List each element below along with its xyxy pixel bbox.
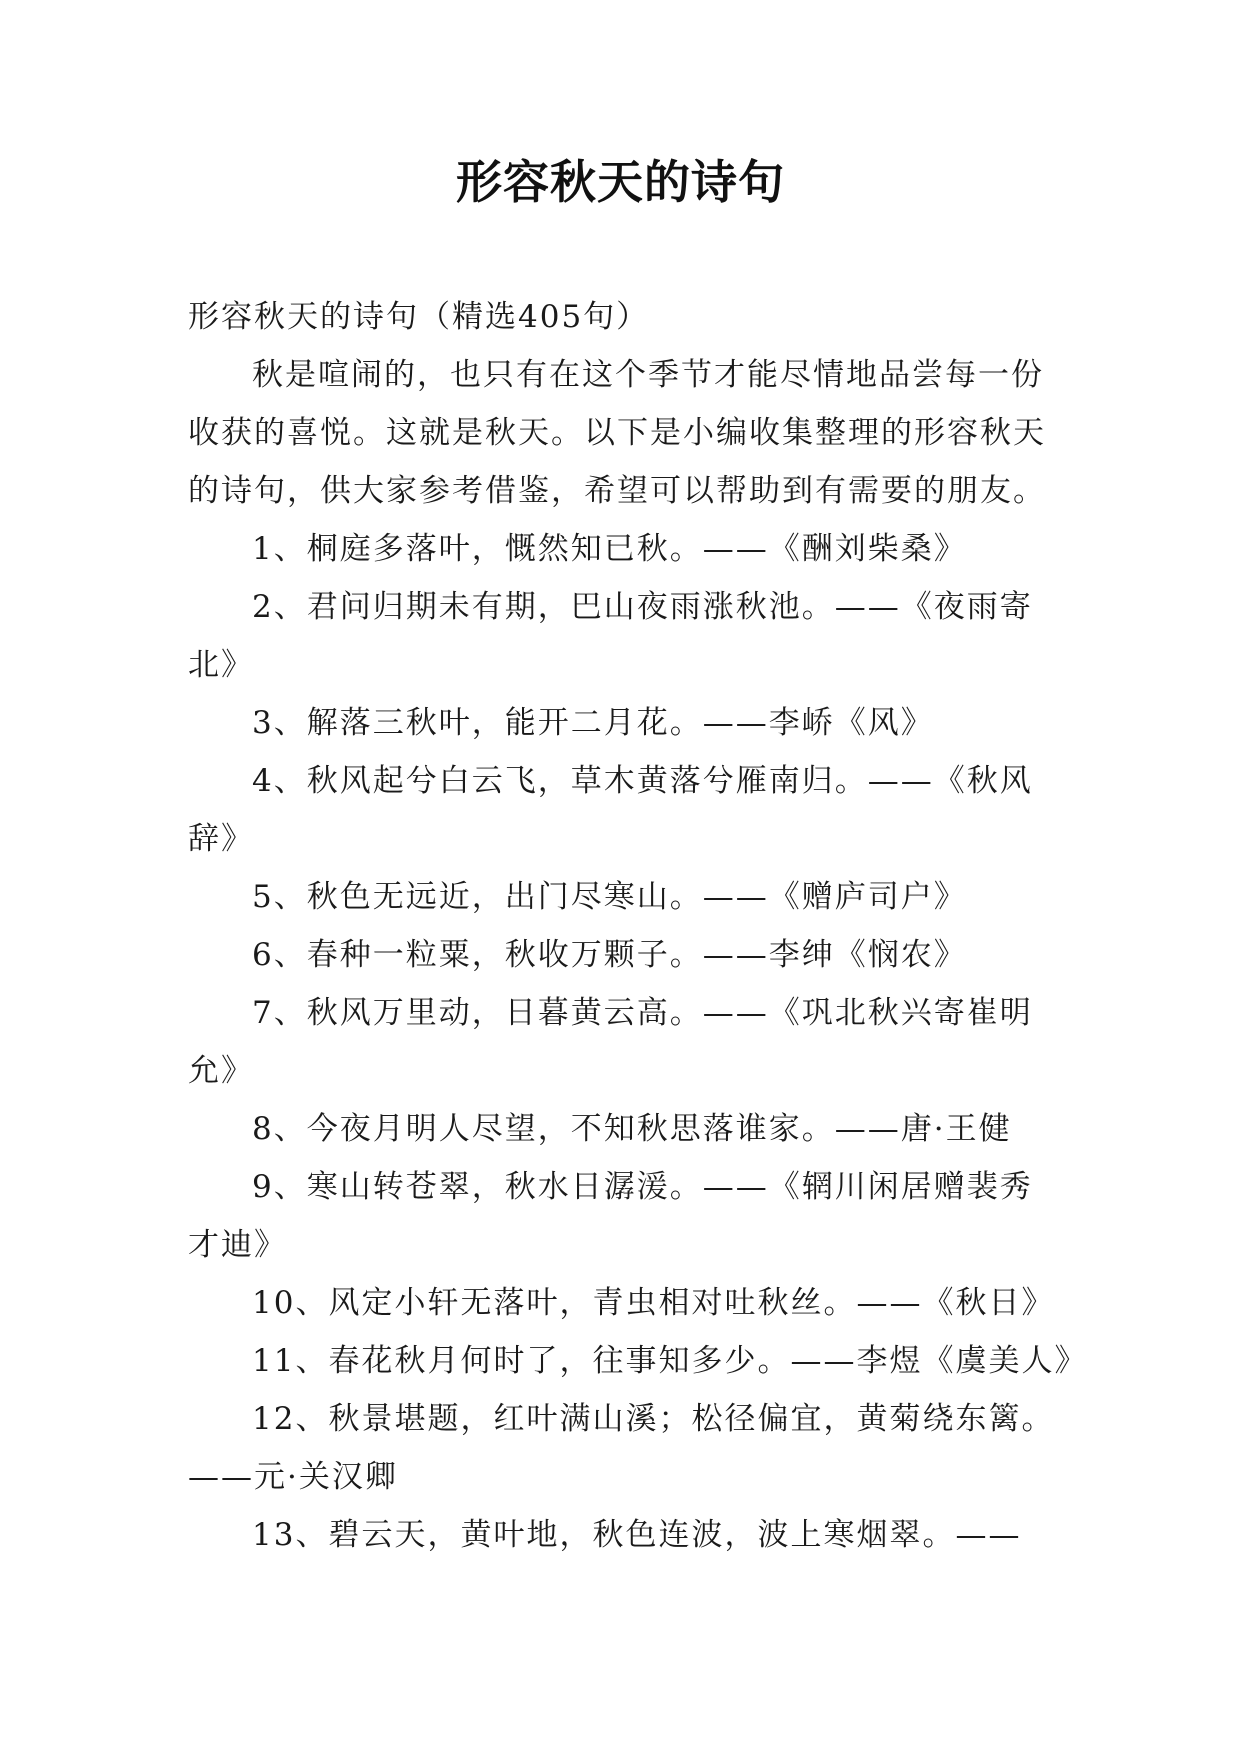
text-line: 允》 [188,1053,254,1089]
text-line: 2、君问归期未有期，巴山夜雨涨秋池。——《夜雨寄 [252,589,1033,625]
text-line: 才迪》 [188,1227,287,1263]
text-line: 9、寒山转苍翠，秋水日潺湲。——《辋川闲居赠裴秀 [252,1169,1033,1205]
text-line: 7、秋风万里动，日暮黄云高。——《巩北秋兴寄崔明 [252,995,1033,1031]
text-line: 12、秋景堪题，红叶满山溪；松径偏宜，黄菊绕东篱。 [252,1401,1055,1437]
text-line: 8、今夜月明人尽望，不知秋思落谁家。——唐·王健 [252,1111,1012,1147]
text-line: 11、春花秋月何时了，往事知多少。——李煜《虞美人》 [252,1343,1088,1379]
document-body [188,288,1088,1564]
text-line: 3、解落三秋叶，能开二月花。——李峤《风》 [252,705,934,741]
text-line: 北》 [188,647,254,683]
text-line: 10、风定小轩无落叶，青虫相对吐秋丝。——《秋日》 [252,1285,1055,1321]
text-line: 秋是喧闹的，也只有在这个季节才能尽情地品尝每一份 [252,357,1044,393]
text-line: 的诗句，供大家参考借鉴，希望可以帮助到有需要的朋友。 [188,473,1046,509]
text-line: 1、桐庭多落叶，慨然知已秋。——《酬刘柴桑》 [252,531,967,567]
text-line: 13、碧云天，黄叶地，秋色连波，波上寒烟翠。—— [252,1517,1022,1553]
text-line: 5、秋色无远近，出门尽寒山。——《赠庐司户》 [252,879,967,915]
text-line: 4、秋风起兮白云飞，草木黄落兮雁南归。——《秋风 [252,763,1033,799]
text-line: 辞》 [188,821,254,857]
text-line: ——元·关汉卿 [188,1459,398,1495]
text-line: 形容秋天的诗句（精选405句） [188,299,650,335]
text-line: 收获的喜悦。这就是秋天。以下是小编收集整理的形容秋天 [188,415,1046,451]
page-title: 形容秋天的诗句 [456,155,785,209]
text-line: 6、春种一粒粟，秋收万颗子。——李绅《悯农》 [252,937,967,973]
